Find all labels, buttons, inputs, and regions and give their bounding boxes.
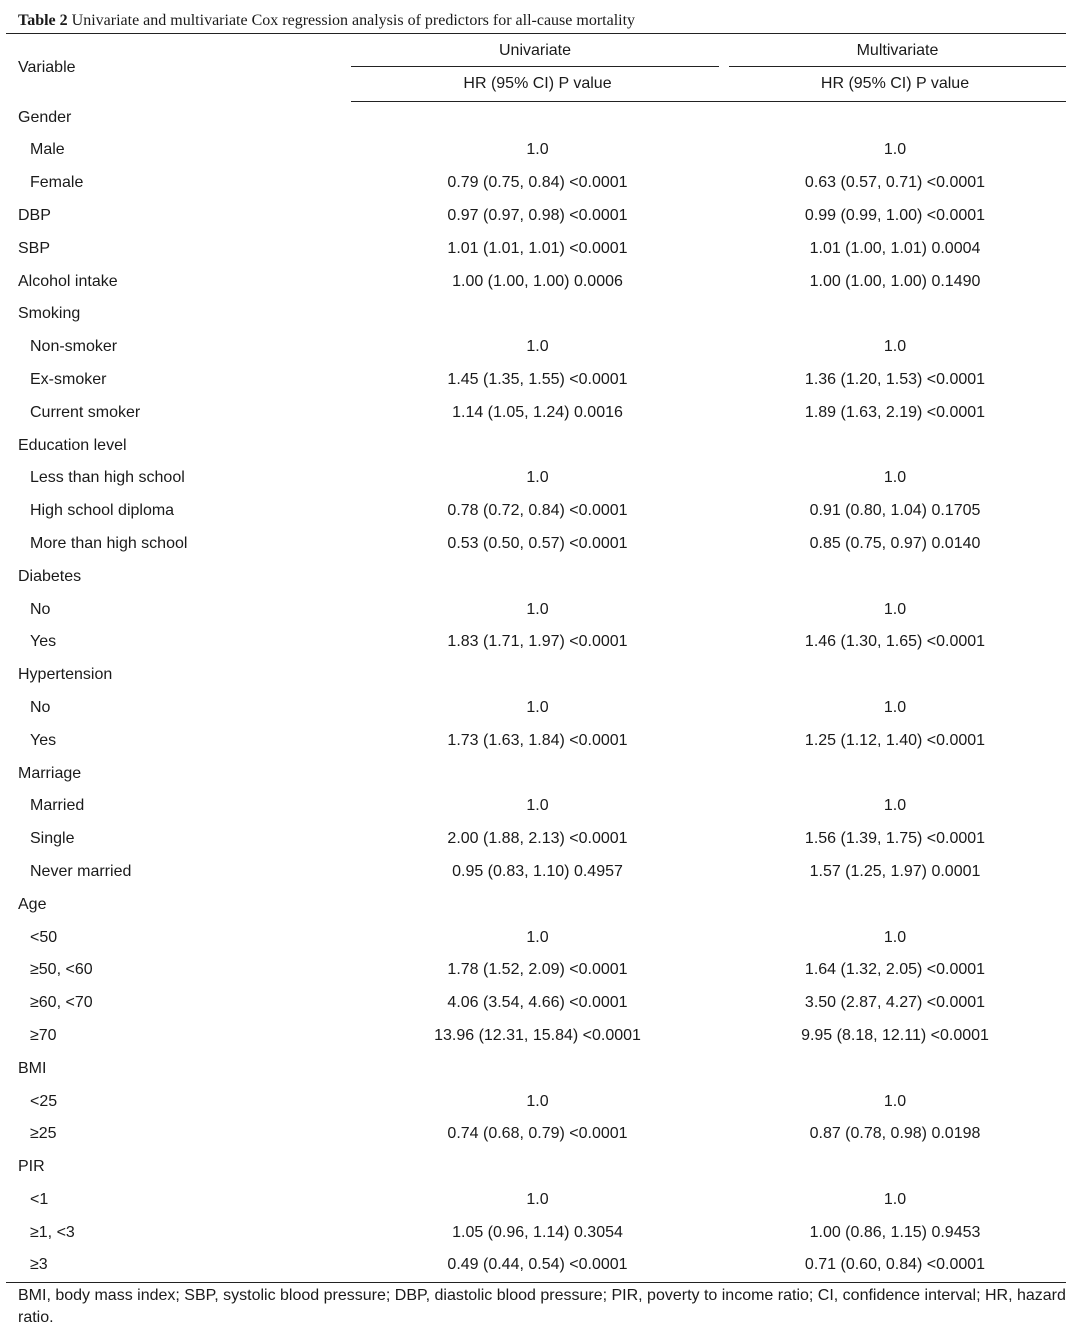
multivariate-cell: 1.0 [883,928,907,946]
row-label: Education level [18,436,127,454]
caption-text: Univariate and multivariate Cox regression analysis of predictors for all-cause mortality [71,12,636,29]
row-sublabel: ≥50, <60 [30,961,93,979]
multivariate-cell [724,659,1066,692]
table-row [6,1085,1066,1118]
univariate-cell: 4.06 (3.54, 4.66) <0.0001 [447,994,628,1012]
multivariate-cell [724,560,1066,593]
multivariate-cell: 1.01 (1.00, 1.01) 0.0004 [809,239,981,257]
univariate-cell: 1.78 (1.52, 2.09) <0.0001 [447,961,628,979]
univariate-cell: 13.96 (12.31, 15.84) <0.0001 [434,1026,641,1044]
table-row [6,1216,1066,1249]
table-row [6,659,1066,692]
row-label: Diabetes [18,567,82,585]
row-label: Age [18,895,47,913]
univariate-cell: 1.0 [526,469,549,487]
multivariate-cell: 1.00 (1.00, 1.00) 0.1490 [809,272,981,290]
multivariate-cell: 1.0 [883,698,907,716]
row-sublabel: ≥60, <70 [30,994,93,1012]
table-row [6,987,1066,1020]
row-sublabel: ≥70 [30,1026,57,1044]
table-row [6,528,1066,561]
univariate-cell: 0.53 (0.50, 0.57) <0.0001 [447,534,628,552]
table-row [6,626,1066,659]
row-sublabel: High school diploma [30,502,175,520]
multivariate-cell [724,888,1066,921]
univariate-cell [351,888,724,921]
multivariate-cell: 0.63 (0.57, 0.71) <0.0001 [804,174,986,192]
table-row [6,200,1066,233]
table-row [6,757,1066,790]
row-sublabel: <50 [30,928,58,946]
row-sublabel: ≥3 [6,1249,351,1282]
multivariate-cell [724,298,1066,331]
multivariate-cell: 1.0 [883,1190,907,1208]
multivariate-cell: 3.50 (2.87, 4.27) <0.0001 [804,994,986,1012]
table-caption [6,0,1066,34]
univariate-cell: 1.0 [526,141,549,159]
multivariate-cell [724,1052,1066,1085]
header-multivariate [724,34,1066,67]
univariate-cell [351,560,724,593]
header-multivariate-sub: HR (95% CI) P value [724,67,1066,102]
multivariate-cell: 1.57 (1.25, 1.97) 0.0001 [809,862,981,880]
table-row [6,265,1066,298]
univariate-cell: 0.78 (0.72, 0.84) <0.0001 [447,502,628,520]
row-sublabel: Yes [30,633,57,651]
row-label: DBP [18,206,51,224]
table-row [6,396,1066,429]
row-sublabel: No [30,698,51,716]
multivariate-cell: 1.0 [883,1092,907,1110]
multivariate-cell: 1.46 (1.30, 1.65) <0.0001 [804,633,986,651]
univariate-cell: 1.0 [526,338,549,356]
multivariate-cell [724,102,1066,135]
table-figure [6,0,1066,1329]
table-row [6,921,1066,954]
row-sublabel: Current smoker [30,403,141,421]
row-label: PIR [18,1158,45,1176]
multivariate-cell: 0.85 (0.75, 0.97) 0.0140 [809,534,981,552]
row-sublabel: <1 [30,1190,49,1208]
univariate-cell: 1.0 [526,1092,549,1110]
row-sublabel: No [30,600,51,618]
multivariate-cell: 1.89 (1.63, 2.19) <0.0001 [804,403,986,421]
row-label: Marriage [18,764,82,782]
multivariate-cell: 1.56 (1.39, 1.75) <0.0001 [804,830,986,848]
table-row [6,102,1066,135]
row-label: SBP [18,239,51,257]
table-row [6,724,1066,757]
multivariate-cell: 1.25 (1.12, 1.40) <0.0001 [804,731,986,749]
multivariate-cell: 1.0 [883,469,907,487]
header-multivariate-label: Multivariate [729,34,1066,67]
table-row [6,888,1066,921]
row-sublabel: ≥25 [30,1125,57,1143]
univariate-cell [351,757,724,790]
multivariate-cell: 1.00 (0.86, 1.15) 0.9453 [809,1223,981,1241]
univariate-cell [351,1052,724,1085]
table-row [6,560,1066,593]
row-sublabel: Never married [30,862,132,880]
table-row [6,429,1066,462]
row-sublabel: Female [30,174,84,192]
multivariate-cell: 1.0 [883,600,907,618]
univariate-cell: 1.45 (1.35, 1.55) <0.0001 [447,370,628,388]
table-row [6,856,1066,889]
table-row [6,1020,1066,1053]
header-univariate [351,34,724,67]
table-row [6,298,1066,331]
multivariate-cell: 1.36 (1.20, 1.53) <0.0001 [804,370,986,388]
univariate-cell [351,659,724,692]
table-row [6,495,1066,528]
univariate-cell: 1.14 (1.05, 1.24) 0.0016 [452,403,623,421]
univariate-cell: 1.05 (0.96, 1.14) 0.3054 [452,1223,623,1241]
table-row [6,167,1066,200]
table-row [6,462,1066,495]
univariate-cell [351,1151,724,1184]
univariate-cell: 1.0 [526,797,549,815]
univariate-cell: 1.01 (1.01, 1.01) <0.0001 [447,239,628,257]
table-footnote: BMI, body mass index; SBP, systolic blood pressure; DBP, diastolic blood pressure; PIR, poverty to income ratio; CI, confidence interval; HR, hazard ratio. [18,1286,1066,1326]
multivariate-cell: 1.64 (1.32, 2.05) <0.0001 [804,961,986,979]
univariate-cell: 0.95 (0.83, 1.10) 0.4957 [452,862,623,880]
row-sublabel: Ex-smoker [30,370,107,388]
row-sublabel: More than high school [30,534,188,552]
univariate-cell: 0.97 (0.97, 0.98) <0.0001 [447,206,628,224]
univariate-cell: 1.0 [526,1190,549,1208]
header-univariate-label: Univariate [351,34,719,67]
table-row [6,823,1066,856]
table-row [6,1118,1066,1151]
row-label: Smoking [18,305,81,323]
row-label: Gender [18,108,72,126]
table-row [6,692,1066,725]
univariate-cell: 0.49 (0.44, 0.54) <0.0001 [351,1249,724,1282]
multivariate-cell: 9.95 (8.18, 12.11) <0.0001 [801,1026,989,1044]
row-label: Alcohol intake [18,272,118,290]
table-row [6,331,1066,364]
row-sublabel: Yes [30,731,57,749]
univariate-cell: 1.83 (1.71, 1.97) <0.0001 [447,633,628,651]
univariate-cell [351,102,724,135]
row-sublabel: Male [30,141,65,159]
univariate-cell [351,298,724,331]
univariate-cell: 1.0 [526,928,549,946]
univariate-cell: 1.0 [526,600,549,618]
caption-label: Table 2 [18,12,68,29]
multivariate-cell [724,757,1066,790]
row-label: Hypertension [18,666,113,684]
univariate-cell: 0.79 (0.75, 0.84) <0.0001 [447,174,628,192]
table-row [6,790,1066,823]
row-label: BMI [18,1059,47,1077]
header-univariate-sub: HR (95% CI) P value [351,67,724,102]
multivariate-cell: 1.0 [883,338,907,356]
row-sublabel: Less than high school [30,469,185,487]
multivariate-cell: 0.91 (0.80, 1.04) 0.1705 [809,502,981,520]
table-row [6,1052,1066,1085]
table-row [6,1184,1066,1217]
table-row [6,232,1066,265]
row-sublabel: Married [30,797,85,815]
multivariate-cell [724,1151,1066,1184]
univariate-cell: 0.74 (0.68, 0.79) <0.0001 [447,1125,628,1143]
row-sublabel: <25 [30,1092,58,1110]
row-sublabel: Single [30,830,75,848]
univariate-cell [351,429,724,462]
table-row [6,1151,1066,1184]
table-row [6,1249,1066,1282]
univariate-cell: 1.00 (1.00, 1.00) 0.0006 [452,272,623,290]
univariate-cell: 1.73 (1.63, 1.84) <0.0001 [447,731,628,749]
univariate-cell: 1.0 [526,698,549,716]
row-sublabel: ≥1, <3 [30,1223,75,1241]
table-row [6,134,1066,167]
table-body [6,102,1066,1283]
univariate-cell: 2.00 (1.88, 2.13) <0.0001 [447,830,628,848]
multivariate-cell: 1.0 [883,797,907,815]
header-variable: Variable [18,58,76,76]
multivariate-cell: 0.71 (0.60, 0.84) <0.0001 [724,1249,1066,1282]
multivariate-cell: 0.87 (0.78, 0.98) 0.0198 [809,1125,981,1143]
cox-regression-table [6,34,1066,1283]
multivariate-cell: 0.99 (0.99, 1.00) <0.0001 [804,206,986,224]
row-sublabel: Non-smoker [30,338,118,356]
table-row [6,593,1066,626]
table-row [6,364,1066,397]
multivariate-cell: 1.0 [883,141,907,159]
multivariate-cell [724,429,1066,462]
table-row [6,954,1066,987]
